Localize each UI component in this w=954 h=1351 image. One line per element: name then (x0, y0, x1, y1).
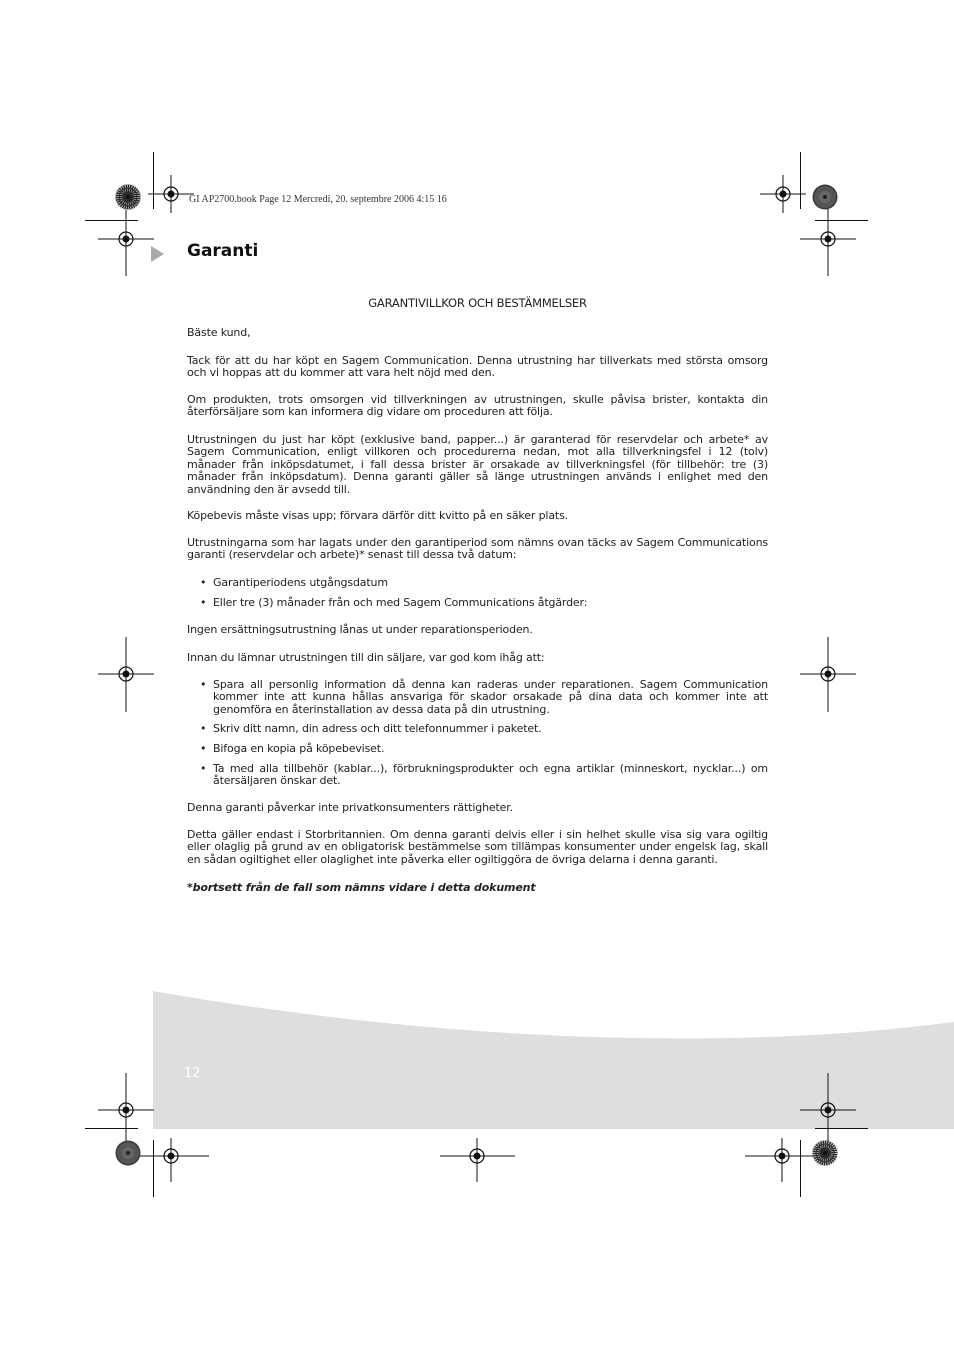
paragraph-text: Innan du lämnar utrustningen till din säljare, var god kom ihåg att: (187, 651, 545, 664)
color-wheel-icon (115, 1140, 141, 1166)
page-number: 12 (184, 1066, 201, 1081)
color-wheel-icon (812, 184, 838, 210)
paragraph (187, 802, 768, 814)
footnote (187, 882, 768, 894)
bullet-icon: • (200, 678, 207, 691)
color-wheel-icon (115, 184, 141, 210)
bullet-icon: • (200, 762, 207, 775)
paragraph-text: Om produkten, trots omsorgen vid tillverkningen av utrustningen, skulle påvisa brister, kontakta din återförsäljare som kan informera dig vidare om proceduren att följa. (187, 393, 768, 419)
list-item (187, 679, 768, 716)
registration-mark-icon (98, 637, 154, 712)
paragraph-text: Detta gäller endast i Storbritannien. Om denna garanti delvis eller i sin helhet skulle visa sig vara ogiltig eller olaglig på grund av en obligatorisk bestämmelse som tillämpas konsumenter under engelsk lag, skall en sådan ogiltighet eller olaglighet inte påverka eller ogiltiggöra de övriga delarna i denna garanti. (187, 828, 768, 866)
paragraph-text: Köpebevis måste visas upp; förvara därför ditt kvitto på en säker plats. (187, 509, 569, 522)
footnote-text: *bortsett från de fall som nämns vidare i detta dokument (187, 881, 536, 894)
list-item (187, 723, 768, 735)
greeting (187, 327, 768, 339)
greeting-text: Bäste kund, (187, 326, 251, 339)
registration-mark-icon (745, 1138, 820, 1182)
bullet-icon: • (200, 742, 207, 755)
list-item (187, 597, 768, 609)
print-slug: GI AP2700.book Page 12 Mercredi, 20. septembre 2006 4:15 16 (189, 194, 447, 205)
registration-mark-icon (800, 202, 856, 276)
paragraph-text: Utrustningen du just har köpt (exklusive band, papper...) är garanterad för reservdelar och arbete* av Sagem Communication, enligt villkoren och procedurerna nedan, mot alla tillverkningsfel i 12 (tolv) månader från inköpsdatumet, i fall dessa brister är orsakade av tillverkningsfel (för tillbehör: tre (3) månader från inköpsdatum). Denna garanti gäller så länge utrustningen används i enlighet med den användning den är avsedd till. (187, 433, 768, 496)
paragraph (187, 434, 768, 496)
paragraph (187, 355, 768, 380)
list-item-text: Spara all personlig information då denna kan raderas under reparationen. Sagem Communication kommer inte att kunna hållas ansvariga för skador orsakade på dina data och kommer inte att genomföra en återinstallation av dessa data på din utrustning. (213, 678, 768, 716)
list-item-text: Eller tre (3) månader från och med Sagem Communications åtgärder: (213, 596, 588, 609)
page-title: Garanti (187, 241, 259, 261)
bullet-icon: • (200, 722, 207, 735)
paragraph (187, 394, 768, 419)
paragraph (187, 624, 768, 636)
paragraph (187, 537, 768, 562)
paragraph-text: Ingen ersättningsutrustning lånas ut under reparationsperioden. (187, 623, 533, 636)
registration-mark-icon (800, 637, 856, 712)
registration-mark-icon (98, 1073, 154, 1147)
list-item (187, 577, 768, 589)
registration-mark-icon (134, 1138, 209, 1182)
registration-mark-icon (440, 1138, 515, 1182)
list-item-text: Garantiperiodens utgångsdatum (213, 576, 388, 589)
color-wheel-icon (812, 1140, 838, 1166)
section-title: GARANTIVILLKOR OCH BESTÄMMELSER (368, 296, 587, 310)
paragraph (187, 829, 768, 866)
paragraph-text: Denna garanti påverkar inte privatkonsumenters rättigheter. (187, 801, 514, 814)
registration-mark-icon (800, 1073, 856, 1147)
bullet-icon: • (200, 576, 207, 589)
list-item-text: Bifoga en kopia på köpebeviset. (213, 742, 385, 755)
paragraph-text: Tack för att du har köpt en Sagem Communication. Denna utrustning har tillverkats med största omsorg och vi hoppas att du kommer att vara helt nöjd med den. (187, 354, 768, 380)
list-item-text: Ta med alla tillbehör (kablar...), förbrukningsprodukter och egna artiklar (minneskort, nycklar...) om återsäljaren önskar det. (213, 762, 768, 788)
bullet-icon: • (200, 596, 207, 609)
registration-mark-icon (148, 175, 194, 213)
registration-mark-icon (98, 202, 154, 276)
list-item-text: Skriv ditt namn, din adress och ditt telefonnummer i paketet. (213, 722, 542, 735)
paragraph-text: Utrustningarna som har lagats under den garantiperiod som nämns ovan täcks av Sagem Communications garanti (reservdelar och arbete)* senast till dessa två datum: (187, 536, 768, 562)
list-item (187, 743, 768, 755)
list-item (187, 763, 768, 788)
paragraph (187, 652, 768, 664)
paragraph (187, 510, 768, 522)
